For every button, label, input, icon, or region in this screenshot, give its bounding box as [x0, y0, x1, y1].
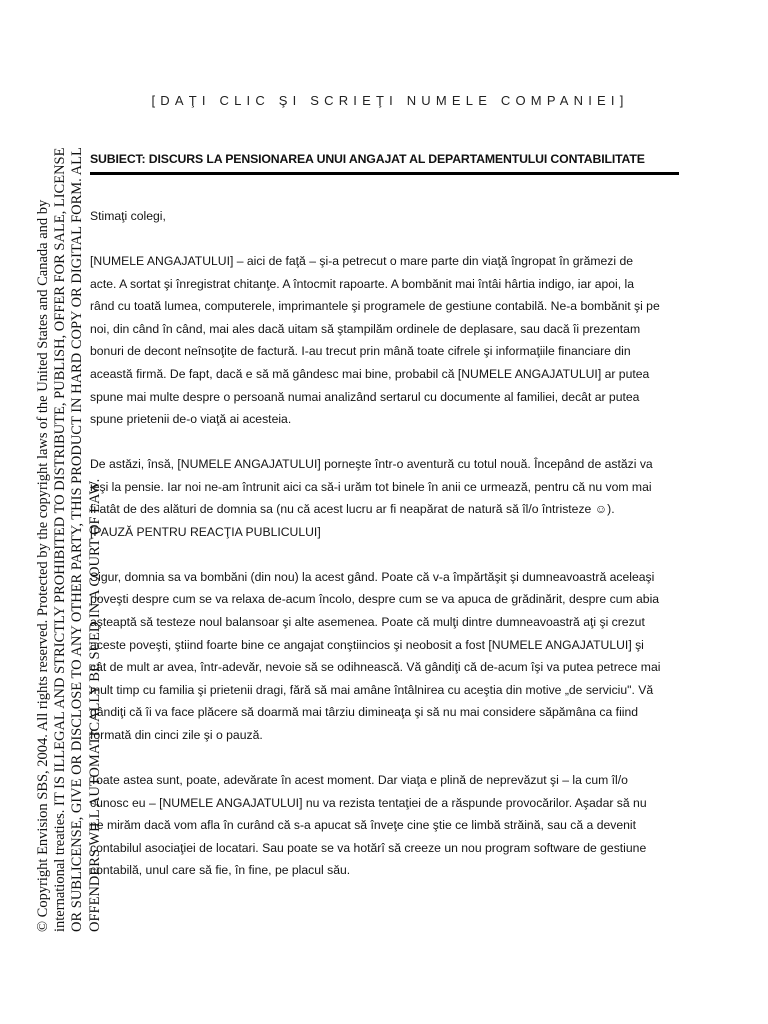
paragraph-line: spune mai multe despre o persoană numai analizând sertarul cu documente al familiei, decât ar putea: [90, 389, 640, 404]
paragraph-2: [90, 453, 690, 543]
paragraph-line: rând cu toată lumea, computerele, imprimantele şi programele de gestiune contabilă. Ne-a bombănit şi pe: [90, 299, 660, 314]
paragraph-line: această firmă. De fapt, dacă e să mă gândesc mai bine, probabil că [NUMELE ANGAJATULUI] ar putea: [90, 366, 650, 381]
paragraph-3: [90, 566, 690, 747]
copyright-line: © Copyright Envision SBS, 2004. All rights reserved. Protected by the copyright laws of the United States and Canada and by: [35, 199, 51, 932]
paragraph-line: contabilul asociaţiei de locatari. Sau poate se va hotărî să creeze un nou program software de gestiune: [90, 840, 647, 855]
subject-heading: SUBIECT: DISCURS LA PENSIONAREA UNUI ANGAJAT AL DEPARTAMENTULUI CONTABILITATE: [90, 152, 645, 166]
paragraph-line: spune prietenii de-o viaţă ai acesteia.: [90, 412, 292, 427]
copyright-line: OFFENDERS WILL AUTOMATICALLY BE SUED IN A COURT OF LAW.: [86, 478, 103, 932]
paragraph-line: cât de mult ar avea, într-adevăr, nevoie să se odihnească. Vă gândiţi că de-acum îşi va putea petrece mai: [90, 660, 661, 675]
paragraph-line: De astăzi, însă, [NUMELE ANGAJATULUI] porneşte într-o aventură cu totul nouă. Începând de astăzi va: [90, 457, 653, 472]
paragraph-line: Sigur, domnia sa va bombăni (din nou) la acest gând. Poate că v-a împărtăşit şi dumneavoastră aceleaşi: [90, 569, 655, 584]
copyright-notice: [35, 72, 104, 932]
paragraph-1: [90, 250, 690, 431]
paragraph-line: Toate astea sunt, poate, adevărate în acest moment. Dar viaţa e plină de neprevăzut şi – la cum îl/o: [90, 773, 628, 788]
copyright-line: OR SUBLICENSE, GIVE OR DISCLOSE TO ANY OTHER PARTY, THIS PRODUCT IN HARD COPY OR DIGITAL FORM. ALL: [69, 147, 86, 932]
audience-pause-note: [PAUZĂ PENTRU REACŢIA PUBLICULUI]: [90, 524, 321, 539]
paragraph-line: contabilă, unul care să fie, în fine, pe placul său.: [90, 863, 351, 878]
paragraph-line: noi, din când în când, mai ales dacă uitam să ştampilăm ordinele de deplasare, sau dacă îi prezentam: [90, 321, 641, 336]
paragraph-line: aşteaptă să testeze noul balansoar şi alte asemenea. Poate că mulţi dintre dumneavoastră aţi şi crezut: [90, 615, 645, 630]
letter-body: [90, 205, 690, 882]
paragraph-line: cunosc eu – [NUMELE ANGAJATULUI] nu va rezista tentaţiei de a răspunde provocărilor. Aşadar să nu: [90, 795, 647, 810]
paragraph-line: acte. A sortat şi înregistrat chitanţe. A întocmit rapoarte. A bombănit mai întâi hârtia indigo, iar apoi, la: [90, 276, 634, 291]
paragraph-line: formată din cinci zile şi o pauză.: [90, 728, 263, 743]
paragraph-line: ieşi la pensie. Iar noi ne-am întrunit aici ca să-i urăm tot binele în anii ce urmează, pentru că nu vom mai: [90, 479, 652, 494]
paragraph-line: aceste poveşti, ştiind foarte bine ce angajat conştiincios şi neobosit a fost [NUMELE ANGAJATULUI] şi: [90, 637, 644, 652]
company-name-placeholder[interactable]: [DAŢI CLIC ŞI SCRIEŢI NUMELE COMPANIEI]: [151, 93, 629, 108]
greeting: Stimaţi colegi,: [90, 209, 166, 223]
copyright-line: international treaties. IT IS ILLEGAL AND STRICTLY PROHIBITED TO DISTRIBUTE, PUBLISH, OFFER FOR SALE, LICENSE: [52, 147, 69, 932]
paragraph-line: ne mirăm dacă vom afla în curând că s-a apucat să înveţe cine ştie ce limbă străină, sau că a devenit: [90, 818, 637, 833]
subject-underline-rule: [90, 172, 679, 175]
paragraph-line: [NUMELE ANGAJATULUI] – aici de faţă – şi-a petrecut o mare parte din viaţă îngropat în grămezi de: [90, 253, 634, 268]
paragraph-line: bonuri de decont neînsoţite de factură. I-au trecut prin mână toate cifrele şi informaţiile financiare din: [90, 344, 631, 359]
paragraph-4: [90, 769, 690, 882]
paragraph-line: mult timp cu familia şi prietenii dragi, fără să mai amâne întâlnirea cu aceştia din motive „de serviciu". Vă: [90, 682, 654, 697]
paragraph-line: gândiţi că îi va face plăcere să doarmă mai târziu dimineaţa şi să nu mai considere săpămâna ca fiind: [90, 705, 639, 720]
paragraph-line: fi atât de des alături de domnia sa (nu că acest lucru ar fi neapărat de natură să îl/o întristeze ☺).: [90, 502, 615, 517]
paragraph-line: poveşti despre cum se va relaxa de-acum încolo, despre cum se va apuca de grădinărit, despre cum abia: [90, 592, 660, 607]
